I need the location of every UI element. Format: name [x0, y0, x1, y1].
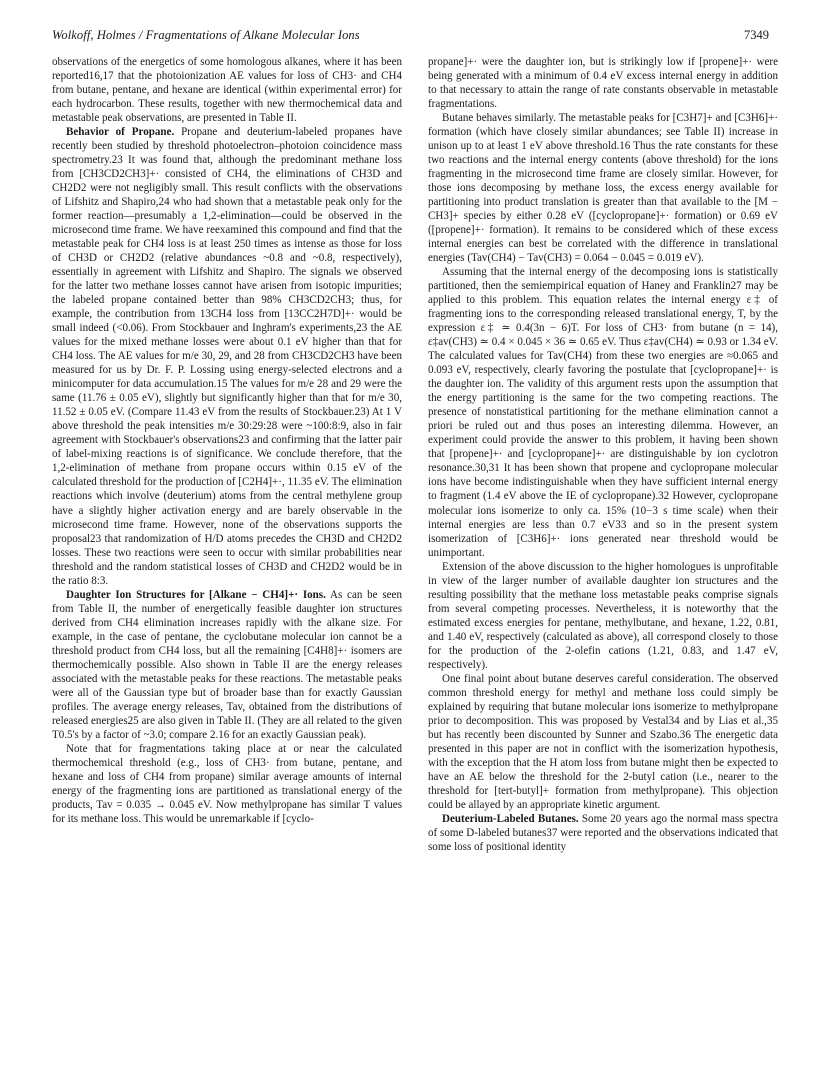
- paragraph: [52, 742, 402, 826]
- paragraph: [52, 125, 402, 588]
- paragraph-text: Butane behaves similarly. The metastable peaks for [C3H7]+ and [C3H6]+· formation (which have closely similar abundances; see Table II) increase in unison up to at least 1 eV above threshold.16 Thus the rate constants for these two reactions and the internal energy contents (above threshold) for the ions fragmenting in the microsecond time frame are closely similar. However, for those ions decomposing by methane loss, the excess energy available for partitioning into product translation is greater than that available to the [M − CH3]+ species by either 0.28 eV ([cyclopropane]+· formation) or 0.69 eV ([propene]+· formation). It remains to be considered which of these excess internal energies can best be correlated with the difference in translational energies (Tav(CH4) − Tav(CH3) = 0.064 − 0.045 = 0.019 eV).: [428, 112, 778, 265]
- paragraph-text: propane]+· were the daughter ion, but is strikingly low if [propene]+· were being generated with a minimum of 0.4 eV excess internal energy in addition to that necessary to attain the range of rate constants observable in metastable fragmentations.: [428, 56, 778, 111]
- paragraph: [428, 111, 778, 265]
- paragraph-text: Propane and deuterium-labeled propanes have recently been studied by threshold photoelectron–photoion coincidence mass spectrometry.23 It was found that, although the predominant methane loss from [CH3CD2CH3]+· consisted of CH4, the eliminations of CH3D and CH2D2 were not negligibly small. This result conflicts with the observations of Lifshitz and Shapiro,24 who had shown that a metastable peak only for the former reaction—presumably a 1,2-elimination—could be observed in the microsecond time frame. We have reexamined this compound and find that the metastable peak for CH4 loss is at least 250 times as intense as those for loss of CH3D or CH2D2 (relative abundances ~0.8 and ~0.8, respectively), essentially in agreement with Lifshitz and Shapiro. The signals we observed for the latter two methane losses cannot have arisen from isotopic impurities; the labeled propane contained better than 98% CH3CD2CH3; thus, for example, the contribution from 13CH4 loss from [13CC2H7D]+· would be small indeed (<0.06). From Stockbauer and Inghram's experiments,23 the AE values for the mixed methane losses were about 0.1 eV higher than that for CH4 loss. The AE values for m/e 30, 29, and 28 from CH3CD2CH3 have been measured for us by Dr. F. P. Lossing using energy-selected electrons and a minicomputer for data accumulation.15 The values for m/e 28 and 29 were the same (11.76 ± 0.05 eV), slightly but significantly higher than that for m/e 30, 11.52 ± 0.05 eV. (Compare 11.43 eV from the results of Stockbauer.23) At 1 V above threshold the peak intensities m/e 30:29:28 were ~100:8:9, also in fair agreement with Stockbauer's observations23 and confirming that the latter pair of label-mixing reactions is of significance. We conclude therefore, that the 1,2-elimination of methane from propane occurs within 0.15 eV of the calculated threshold for the production of [C2H4]+·, 11.35 eV. The elimination reactions which involve (deuterium) atoms from the central methylene group have a slightly higher activation energy and are barely observable in the microsecond time frame. However, none of the observations supports the proposal23 that randomization of H/D atoms precedes the CH3D and CH2D2 losses. These two reactions were seen to occur with similar probabilities near threshold and the random statistical losses of CH3D and CH2D2 would be in the ratio 8:3.: [52, 126, 402, 587]
- paragraph: [428, 560, 778, 672]
- paragraph: [428, 812, 778, 854]
- paragraph-heading: Behavior of Propane.: [66, 126, 175, 139]
- paragraph: [428, 672, 778, 812]
- paragraph-text: One final point about butane deserves careful consideration. The observed common threshold energy for methyl and methane loss could simply be explained by requiring that butane molecular ions isomerize to methylpropane prior to decomposition. This was proposed by Vestal34 and by Lias et al.,35 but has recently been discounted by Sunner and Szabo.36 The energetic data presented in this paper are not in conflict with the isomerization hypothesis, with the exception that the H atom loss from butane might then be expected to have an AE below the threshold for the 2-butyl cation (i.e., nearer to the threshold for [tert-butyl]+ formation from methylpropane). This objection could be allayed by an appropriate kinetic argument.: [428, 672, 778, 811]
- paragraph-text: As can be seen from Table II, the number of energetically feasible daughter ion structures derived from CH4 elimination increases rapidly with the alkane size. For example, in the case of pentane, the cyclobutane molecular ion cannot be a threshold product from CH4 loss, but all the remaining [C4H8]+· isomers are thermochemically possible. Also shown in Table II are the energy releases associated with the metastable peaks for these reactions. The metastable peaks were all of the Gaussian type but of broader base than for exactly Gaussian profiles. The average energy releases, Tav, obtained from the distributions of released energies25 are also given in Table II. (They are all related to the given T0.5's by a factor of ~3.0; compare 2.16 for an exactly Gaussian peak).: [52, 588, 402, 741]
- page-number: 7349: [744, 28, 769, 42]
- paragraph: [52, 55, 402, 125]
- paragraph-text: Assuming that the internal energy of the decomposing ions is statistically partitioned, then the semiempirical equation of Haney and Franklin27 may be applied to this problem. This equation relates the internal energy ε‡ of fragmenting ions to the corresponding released translational energy, T, by the expression ε‡ ≃ 0.4(3n − 6)T. For loss of CH3· from butane (n = 14), ε‡av(CH3) ≃ 0.4 × 0.045 × 36 ≃ 0.65 eV. Thus ε‡av(CH4) ≃ 0.93 or 1.34 eV. The calculated values for Tav(CH4) from these two energies are ≈0.065 and 0.093 eV, respectively, clearly favoring the postulate that [cyclopropane]+· is the daughter ion. The validity of this argument rests upon the assumption that the energy partitioning is the same for the two competing reactions. The presence of nonstatistical partitioning for the methane elimination cannot a priori be ruled out and thus poses an interesting dilemma. However, an experiment could provide the answer to this problem, it having been shown that [propene]+· and [cyclopropane]+· are distinguishable by ion cyclotron resonance.30,31 It has been shown that propene and cyclopropane molecular ions have become indistinguishable when they have sufficient internal energy to fragment (1.4 eV above the IE of cyclopropane).32 However, cyclopropane molecular ions isomerize to only ca. 15% (10−3 s time scale) when their internal energies are less than 0.7 eV33 and so in the present system isomerization of [C3H6]+· ions generated near threshold would be unimportant.: [428, 266, 778, 559]
- paragraph-heading: Daughter Ion Structures for [Alkane − CH4]+· Ions.: [66, 588, 326, 601]
- paragraph-text: observations of the energetics of some homologous alkanes, where it has been reported16,17 that the photoionization AE values for loss of CH3· and CH4 from butane, pentane, and hexane are identical (within experimental error) for each hydrocarbon. These results, together with new thermochemical data and metastable peak observations, are presented in Table II.: [52, 56, 402, 125]
- paragraph-heading: Deuterium-Labeled Butanes.: [442, 812, 579, 825]
- running-head: Wolkoff, Holmes / Fragmentations of Alkane Molecular Ions: [52, 28, 360, 42]
- paragraph: [428, 265, 778, 559]
- paragraph: [52, 588, 402, 742]
- paragraph-text: Note that for fragmentations taking place at or near the calculated thermochemical threshold (e.g., loss of CH3· from butane, pentane, and hexane and loss of CH4 from propane) similar average amounts of internal energy of the fragmenting ions are partitioned as translational energy of the products, Tav = 0.035 → 0.045 eV. Now methylpropane has similar T values for its methane loss. This would be unremarkable if [cyclo-: [52, 742, 402, 825]
- left-column: [52, 55, 402, 826]
- paragraph-text: Some 20 years ago the normal mass spectra of some D-labeled butanes37 were reported and the observations indicated that some loss of positional identity: [428, 812, 778, 853]
- paragraph: [428, 55, 778, 111]
- paragraph-text: Extension of the above discussion to the higher homologues is unprofitable in view of the larger number of available daughter ion structures and the resulting possibility that the methane loss metastable peaks comprise signals from several competing processes. Nevertheless, it is noteworthy that the estimated excess energies for pentane, methylbutane, and hexane, 1.22, 0.81, and 1.40 eV, respectively (calculated as above), all correspond closely to those for the production of the 2-olefin cations (1.21, 0.83, and 1.47 eV, respectively).: [428, 560, 778, 671]
- right-column: [428, 55, 778, 854]
